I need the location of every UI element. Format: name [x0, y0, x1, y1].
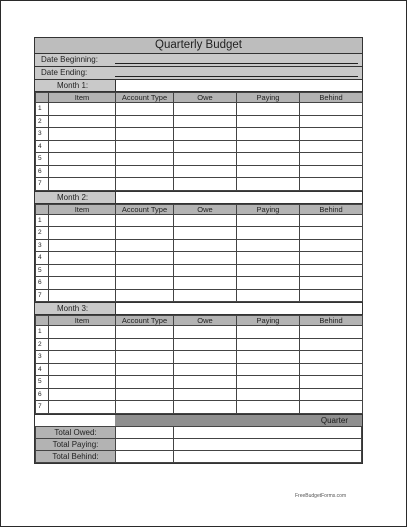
- entry-cell[interactable]: [174, 165, 237, 178]
- entry-cell[interactable]: [300, 227, 363, 240]
- column-header: Behind: [300, 316, 363, 326]
- month-blank: [115, 303, 362, 314]
- entry-cell[interactable]: [116, 128, 174, 141]
- month-table-1: [35, 92, 363, 191]
- entry-cell[interactable]: [237, 153, 300, 166]
- row-number: 6: [36, 277, 49, 290]
- row-number: 7: [36, 401, 49, 414]
- entry-cell[interactable]: [300, 376, 363, 389]
- entry-cell[interactable]: [174, 363, 237, 376]
- table-row: [36, 165, 363, 178]
- entry-cell[interactable]: [174, 264, 237, 277]
- entry-cell[interactable]: [237, 165, 300, 178]
- quarter-row: [35, 414, 362, 426]
- entry-cell[interactable]: [300, 326, 363, 339]
- column-header: Owe: [174, 93, 237, 103]
- entry-cell[interactable]: [174, 252, 237, 265]
- month-table-3: [35, 315, 363, 414]
- row-number-header: [36, 204, 49, 214]
- entry-cell[interactable]: [300, 252, 363, 265]
- entry-cell[interactable]: [116, 252, 174, 265]
- entry-cell[interactable]: [174, 214, 237, 227]
- totals-table: [35, 426, 362, 463]
- row-number: 2: [36, 227, 49, 240]
- entry-cell[interactable]: [237, 401, 300, 414]
- table-row: [36, 363, 363, 376]
- entry-cell[interactable]: [49, 252, 116, 265]
- table-row: [36, 252, 363, 265]
- date-ending-row: [35, 67, 362, 79]
- entry-cell[interactable]: [300, 239, 363, 252]
- entry-cell[interactable]: [174, 401, 237, 414]
- months-container: [35, 79, 362, 414]
- column-header: Account Type: [116, 204, 174, 214]
- entry-cell[interactable]: [300, 153, 363, 166]
- entry-cell[interactable]: [300, 388, 363, 401]
- entry-cell[interactable]: [49, 264, 116, 277]
- date-beginning-field[interactable]: [115, 63, 358, 64]
- table-row: [36, 376, 363, 389]
- entry-cell[interactable]: [237, 388, 300, 401]
- entry-cell[interactable]: [49, 128, 116, 141]
- table-row: [36, 115, 363, 128]
- entry-cell[interactable]: [49, 401, 116, 414]
- entry-cell[interactable]: [116, 338, 174, 351]
- entry-cell[interactable]: [116, 351, 174, 364]
- entry-cell[interactable]: [49, 376, 116, 389]
- table-row: [36, 227, 363, 240]
- table-row: [36, 140, 363, 153]
- date-beginning-row: [35, 54, 362, 67]
- row-number: 6: [36, 165, 49, 178]
- total-label: Total Paying:: [36, 438, 116, 450]
- entry-cell[interactable]: [49, 165, 116, 178]
- entry-cell[interactable]: [116, 214, 174, 227]
- row-number: 6: [36, 388, 49, 401]
- month-blank: [115, 80, 362, 91]
- table-row: [36, 153, 363, 166]
- row-number: 7: [36, 178, 49, 191]
- table-row: [36, 277, 363, 290]
- entry-cell[interactable]: [116, 178, 174, 191]
- entry-cell[interactable]: [49, 363, 116, 376]
- row-number-header: [36, 316, 49, 326]
- entry-cell[interactable]: [174, 140, 237, 153]
- entry-cell[interactable]: [300, 351, 363, 364]
- entry-cell[interactable]: [174, 103, 237, 116]
- row-number: 4: [36, 140, 49, 153]
- entry-cell[interactable]: [116, 140, 174, 153]
- table-row: [36, 214, 363, 227]
- month-header-2: [35, 191, 362, 204]
- entry-cell[interactable]: [300, 338, 363, 351]
- row-number: 4: [36, 252, 49, 265]
- month-table-2: [35, 204, 363, 303]
- entry-cell[interactable]: [237, 128, 300, 141]
- table-row: [36, 388, 363, 401]
- row-number: 5: [36, 153, 49, 166]
- month-blank: [115, 192, 362, 203]
- budget-form: [34, 37, 363, 464]
- entry-cell[interactable]: [116, 326, 174, 339]
- entry-cell[interactable]: [237, 289, 300, 302]
- column-header: Paying: [237, 93, 300, 103]
- row-number: 4: [36, 363, 49, 376]
- month-header-1: [35, 79, 362, 92]
- quarter-label: Quarter: [320, 415, 348, 425]
- total-value-cell[interactable]: [174, 438, 362, 450]
- entry-cell[interactable]: [174, 326, 237, 339]
- entry-cell[interactable]: [300, 264, 363, 277]
- column-header: Item: [49, 93, 116, 103]
- entry-cell[interactable]: [300, 140, 363, 153]
- entry-cell[interactable]: [237, 376, 300, 389]
- entry-cell[interactable]: [300, 289, 363, 302]
- entry-cell[interactable]: [49, 289, 116, 302]
- table-row: [36, 351, 363, 364]
- entry-cell[interactable]: [49, 227, 116, 240]
- entry-cell[interactable]: [237, 115, 300, 128]
- column-header: Account Type: [116, 93, 174, 103]
- entry-cell[interactable]: [174, 351, 237, 364]
- table-row: [36, 103, 363, 116]
- entry-cell[interactable]: [237, 338, 300, 351]
- row-number: 3: [36, 239, 49, 252]
- table-row: [36, 326, 363, 339]
- column-header: Account Type: [116, 316, 174, 326]
- total-blank: [116, 426, 174, 438]
- entry-cell[interactable]: [237, 227, 300, 240]
- entry-cell[interactable]: [300, 103, 363, 116]
- table-row: [36, 128, 363, 141]
- total-label: Total Owed:: [36, 426, 116, 438]
- entry-cell[interactable]: [49, 338, 116, 351]
- total-blank: [116, 438, 174, 450]
- table-row: [36, 239, 363, 252]
- total-label: Total Behind:: [36, 450, 116, 462]
- entry-cell[interactable]: [300, 363, 363, 376]
- entry-cell[interactable]: [49, 115, 116, 128]
- row-number: 2: [36, 338, 49, 351]
- total-row: [36, 426, 362, 438]
- entry-cell[interactable]: [174, 115, 237, 128]
- column-header: Item: [49, 316, 116, 326]
- column-header: Behind: [300, 204, 363, 214]
- month-label: Month 3:: [57, 304, 89, 313]
- total-row: [36, 450, 362, 462]
- entry-cell[interactable]: [174, 289, 237, 302]
- entry-cell[interactable]: [49, 388, 116, 401]
- row-number: 3: [36, 351, 49, 364]
- row-number: 1: [36, 214, 49, 227]
- entry-cell[interactable]: [174, 388, 237, 401]
- row-number-header: [36, 93, 49, 103]
- entry-cell[interactable]: [237, 103, 300, 116]
- entry-cell[interactable]: [174, 239, 237, 252]
- entry-cell[interactable]: [174, 178, 237, 191]
- entry-cell[interactable]: [116, 401, 174, 414]
- entry-cell[interactable]: [49, 326, 116, 339]
- entry-cell[interactable]: [237, 140, 300, 153]
- column-header: Owe: [174, 204, 237, 214]
- entry-cell[interactable]: [237, 252, 300, 265]
- row-number: 3: [36, 128, 49, 141]
- date-ending-label: Date Ending:: [41, 68, 88, 77]
- entry-cell[interactable]: [49, 351, 116, 364]
- entry-cell[interactable]: [237, 178, 300, 191]
- entry-cell[interactable]: [116, 165, 174, 178]
- entry-cell[interactable]: [116, 239, 174, 252]
- entry-cell[interactable]: [116, 363, 174, 376]
- entry-cell[interactable]: [237, 351, 300, 364]
- entry-cell[interactable]: [116, 103, 174, 116]
- entry-cell[interactable]: [116, 264, 174, 277]
- table-row: [36, 401, 363, 414]
- row-number: 7: [36, 289, 49, 302]
- entry-cell[interactable]: [116, 153, 174, 166]
- row-number: 1: [36, 103, 49, 116]
- entry-cell[interactable]: [49, 239, 116, 252]
- table-row: [36, 178, 363, 191]
- entry-cell[interactable]: [300, 165, 363, 178]
- entry-cell[interactable]: [116, 376, 174, 389]
- column-header: Owe: [174, 316, 237, 326]
- entry-cell[interactable]: [49, 153, 116, 166]
- entry-cell[interactable]: [237, 363, 300, 376]
- entry-cell[interactable]: [237, 214, 300, 227]
- column-header: Paying: [237, 316, 300, 326]
- table-row: [36, 289, 363, 302]
- entry-cell[interactable]: [116, 115, 174, 128]
- table-row: [36, 338, 363, 351]
- table-row: [36, 264, 363, 277]
- footer-brand: FreeBudgetForms.com: [295, 493, 347, 499]
- form-title: Quarterly Budget: [35, 38, 362, 54]
- row-number: 1: [36, 326, 49, 339]
- quarter-blank: [35, 415, 115, 426]
- column-header: Paying: [237, 204, 300, 214]
- entry-cell[interactable]: [174, 277, 237, 290]
- entry-cell[interactable]: [116, 388, 174, 401]
- entry-cell[interactable]: [300, 128, 363, 141]
- entry-cell[interactable]: [237, 239, 300, 252]
- entry-cell[interactable]: [174, 227, 237, 240]
- date-ending-field[interactable]: [115, 76, 358, 77]
- row-number: 5: [36, 376, 49, 389]
- entry-cell[interactable]: [300, 115, 363, 128]
- row-number: 5: [36, 264, 49, 277]
- entry-cell[interactable]: [49, 140, 116, 153]
- entry-cell[interactable]: [237, 264, 300, 277]
- entry-cell[interactable]: [300, 401, 363, 414]
- total-value-cell[interactable]: [174, 450, 362, 462]
- entry-cell[interactable]: [174, 128, 237, 141]
- date-beginning-label: Date Beginning:: [41, 55, 98, 64]
- total-row: [36, 438, 362, 450]
- entry-cell[interactable]: [237, 326, 300, 339]
- entry-cell[interactable]: [300, 214, 363, 227]
- column-header: Behind: [300, 93, 363, 103]
- entry-cell[interactable]: [49, 277, 116, 290]
- month-header-3: [35, 302, 362, 315]
- entry-cell[interactable]: [237, 277, 300, 290]
- total-blank: [116, 450, 174, 462]
- entry-cell[interactable]: [174, 153, 237, 166]
- entry-cell[interactable]: [300, 277, 363, 290]
- entry-cell[interactable]: [174, 376, 237, 389]
- entry-cell[interactable]: [174, 338, 237, 351]
- entry-cell[interactable]: [116, 277, 174, 290]
- column-header: Item: [49, 204, 116, 214]
- row-number: 2: [36, 115, 49, 128]
- entry-cell[interactable]: [116, 289, 174, 302]
- month-label: Month 2:: [57, 192, 89, 202]
- month-label: Month 1:: [57, 81, 89, 90]
- entry-cell[interactable]: [116, 227, 174, 240]
- entry-cell[interactable]: [49, 178, 116, 191]
- entry-cell[interactable]: [49, 103, 116, 116]
- entry-cell[interactable]: [300, 178, 363, 191]
- total-value-cell[interactable]: [174, 426, 362, 438]
- entry-cell[interactable]: [49, 214, 116, 227]
